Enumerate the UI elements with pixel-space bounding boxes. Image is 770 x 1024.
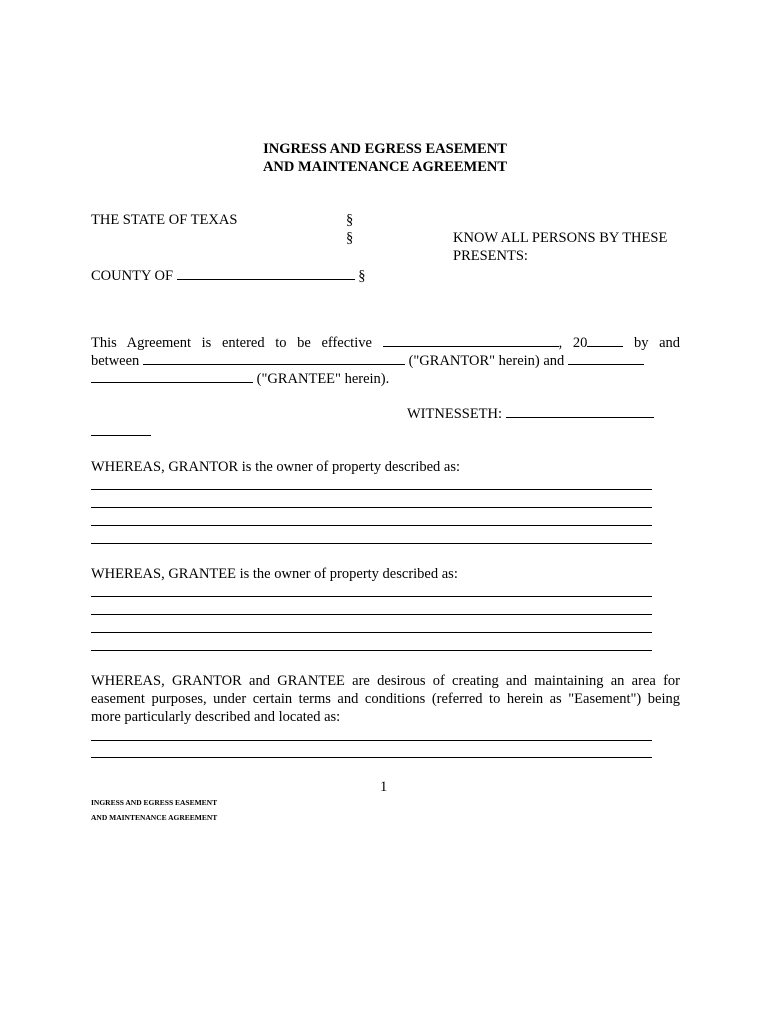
page-number: 1	[380, 779, 388, 795]
grantee-property-recital: WHEREAS, GRANTEE is the owner of property described as:	[91, 566, 458, 582]
easement-recital-line3: more particularly described and located as:	[91, 709, 341, 725]
easement-recital-line1: WHEREAS, GRANTOR and GRANTEE are desirous of creating and maintaining an area for	[91, 673, 680, 689]
intro-line3	[91, 369, 389, 388]
document-title-line1: INGRESS AND EGRESS EASEMENT	[263, 141, 507, 157]
grantee-property-line-4[interactable]	[91, 650, 652, 651]
year-blank[interactable]	[587, 333, 623, 347]
easement-recital-line2: easement purposes, under certain terms and conditions (referred to herein as "Easement") being	[91, 691, 680, 707]
effective-date-blank[interactable]	[383, 333, 559, 347]
grantor-property-recital: WHEREAS, GRANTOR is the owner of property described as:	[91, 459, 461, 475]
grantee-property-line-1[interactable]	[91, 596, 652, 597]
know-all-persons-line1: KNOW ALL PERSONS BY THESE	[453, 230, 668, 246]
easement-description-line-2[interactable]	[91, 757, 652, 758]
grantor-property-line-3[interactable]	[91, 525, 652, 526]
witnesseth-label: WITNESSETH:	[407, 406, 503, 422]
between-label: between	[91, 353, 140, 369]
grantor-name-blank[interactable]	[143, 351, 405, 365]
know-all-persons-line2: PRESENTS:	[453, 248, 528, 264]
intro-text3: by and	[633, 335, 681, 351]
section-mark-1: §	[346, 212, 354, 228]
witnesseth-continuation	[91, 422, 151, 441]
section-mark-3: §	[358, 268, 366, 284]
intro-text2: , 20	[558, 335, 588, 351]
section-mark-2: §	[346, 230, 354, 246]
county-blank[interactable]	[177, 266, 355, 280]
grantor-property-line-4[interactable]	[91, 543, 652, 544]
footer-line2: AND MAINTENANCE AGREEMENT	[91, 813, 218, 822]
intro-text1: This Agreement is entered to be effective	[91, 335, 372, 351]
grantor-property-line-1[interactable]	[91, 489, 652, 490]
grantee-name-blank-part1[interactable]	[568, 351, 644, 365]
witnesseth-blank-continued[interactable]	[91, 422, 151, 436]
state-label: THE STATE OF TEXAS	[91, 212, 238, 228]
footer-line1: INGRESS AND EGRESS EASEMENT	[91, 798, 218, 807]
county-line	[91, 266, 366, 285]
grantor-property-line-2[interactable]	[91, 507, 652, 508]
intro-line2	[91, 351, 644, 370]
grantee-property-line-3[interactable]	[91, 632, 652, 633]
grantor-label: ("GRANTOR" herein) and	[408, 353, 565, 369]
grantee-name-blank-part2[interactable]	[91, 369, 253, 383]
witnesseth-line	[407, 404, 654, 423]
grantee-property-line-2[interactable]	[91, 614, 652, 615]
document-title-line2: AND MAINTENANCE AGREEMENT	[262, 159, 508, 175]
intro-line1	[91, 333, 680, 352]
grantee-label: ("GRANTEE" herein).	[256, 371, 390, 387]
county-label: COUNTY OF	[91, 268, 174, 284]
easement-description-line-1[interactable]	[91, 740, 652, 741]
witnesseth-blank[interactable]	[506, 404, 654, 418]
